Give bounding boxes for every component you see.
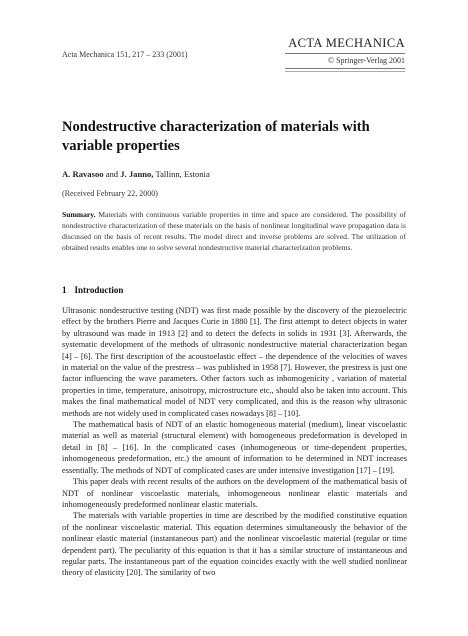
section-title: Introduction — [74, 285, 124, 295]
copyright-notice: © Springer-Verlag 2001 — [327, 56, 405, 65]
author-name-2: J. Janno, — [120, 169, 154, 179]
received-date: (Received February 22, 2000) — [62, 189, 158, 198]
header-rule-top — [285, 53, 405, 54]
summary-text: Materials with continuous variable properties in time and space are considered. The possibility of nondestructive characterization of these materials on the basis of nonlinear longitudinal wave propagation data is discussed on the basis of recent results. The model direct and inverse problems are solved. The utilization of obtained results enables one to solve several nondestructive material characterization problems. — [62, 210, 406, 252]
author-line — [62, 169, 210, 179]
summary-label: Summary. — [62, 210, 96, 219]
header-rule-bottom — [285, 68, 405, 69]
paragraph-4: The materials with variable properties in time are described by the modified constitutive equation of the nonlinear viscoelastic material. This equation determines simultaneously the behavior of the nonlinear elastic material (instantaneous part) and the nonlinear viscoelastic material (regular or time dependent part). The peculiarity of this equation is that it has a similar structure of instantaneous and regular parts. The instantaneous part of the equation coincides exactly with the well studied nonlinear theory of elasticity [20]. The similarity of two — [62, 511, 407, 578]
paragraph-1: Ultrasonic nondestructive testing (NDT) was first made possible by the discovery of the piezoelectric effect by the brothers Pierre and Jacques Curie in 1880 [1]. The first attempt to detect objects in water by ultrasound was made in 1913 [2] and to detect the defects in solids in 1931 [3]. Afterwards, the systematic development of the methods of ultrasonic nondestructive material characterization began [4] – [6]. The first description of the acoustoelastic effect – the dependence of the velocities of waves in material on the value of the prestress – was published in 1958 [7]. However, the prestress is just one factor influencing the wave parameters. Other factors such as inhomogenicity , variation of material properties in time, temperature, anisotropy, microstructure etc., should also be taken into account. This makes the final mathematical model of NDT very complicated, and this is the reason why ultrasonic methods are not widely used in complicated cases nowadays [8] – [10]. — [62, 306, 407, 418]
paragraph-3: This paper deals with recent results of the authors on the development of the mathematical basis of NDT of nonlinear viscoelastic materials, inhomogeneous nonlinear elastic materials and inhomogeneously predeformed nonlinear elastic materials. — [62, 477, 407, 509]
author-name-1: A. Ravasoo — [62, 169, 104, 179]
abstract — [62, 209, 406, 253]
article-title: Nondestructive characterization of materials with variable properties — [62, 119, 370, 154]
journal-citation: Acta Mechanica 151, 217 – 233 (2001) — [62, 50, 188, 59]
author-affiliation: Tallinn, Estonia — [153, 169, 210, 179]
section-heading — [62, 285, 123, 295]
author-conjunction: and — [103, 169, 121, 179]
section-number: 1 — [62, 285, 67, 295]
body-text — [62, 305, 407, 579]
header-rule-thin — [285, 71, 405, 72]
journal-name: ACTA MECHANICA — [288, 36, 405, 50]
paragraph-2: The mathematical basis of NDT of an elastic homogeneous material (medium), linear viscoelastic material as well as material (structural element) with homogeneous predeformation is developed in detail in [8] – [16]. In the complicated cases (inhomogeneous or time-dependent properties, inhomogeneous predeformation, etc.) the amount of information to be determined in NDT increases essentially. The methods of NDT of complicated cases are under intensive investigation [17] – [19]. — [62, 420, 407, 475]
